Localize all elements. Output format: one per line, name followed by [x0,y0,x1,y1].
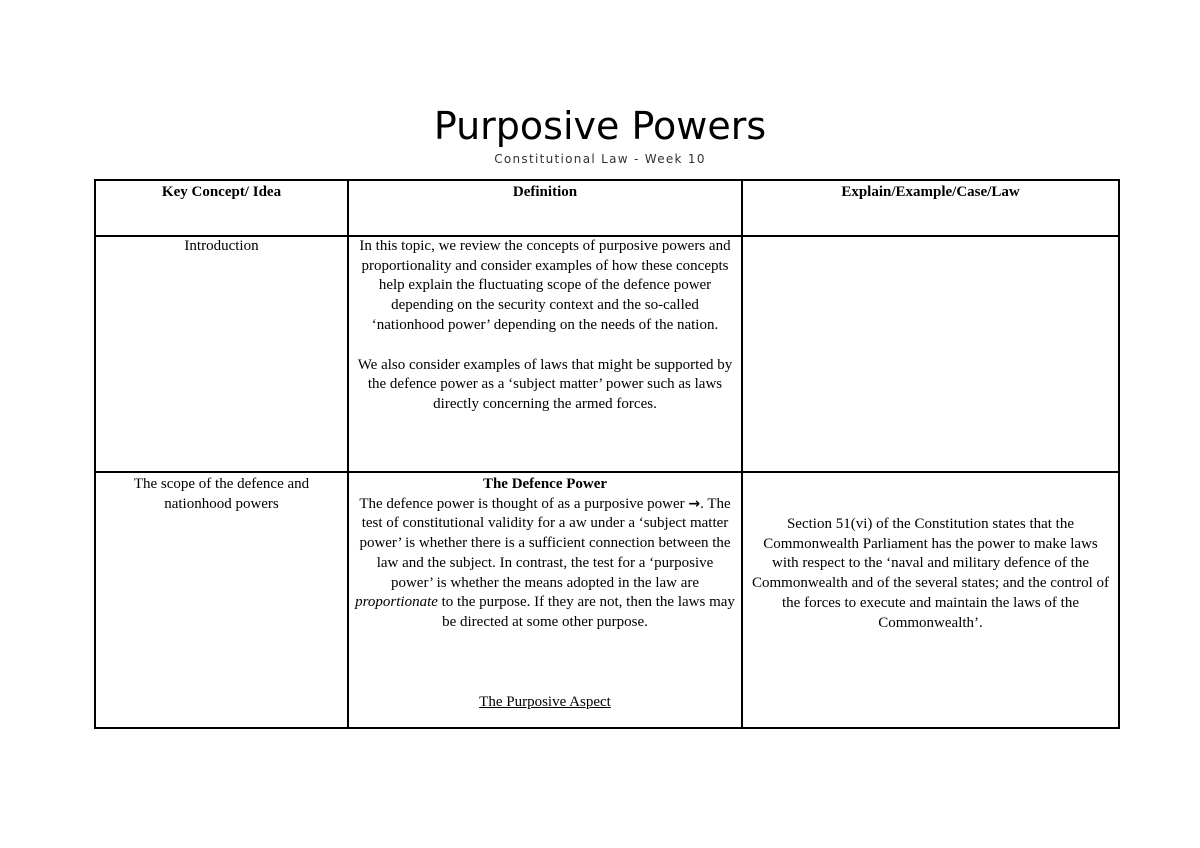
concept-cell: The scope of the defence and nationhood powers [95,472,348,728]
emphasis-text: proportionate [355,594,438,611]
table-row [95,472,1119,728]
document-subtitle: Constitutional Law - Week 10 [494,152,706,166]
document-title: Purposive Powers [433,104,767,148]
explain-cell [742,236,1119,472]
subsection-heading: The Purposive Aspect [479,693,611,710]
definition-cell [348,472,742,728]
explain-cell [742,472,1119,728]
section-heading: The Defence Power [482,476,608,492]
definition-paragraph: The defence power is thought of as a purposive power →. The test of constitutional validity for a aw under a ‘subject matter power’ is whether there is a sufficient connection between the law and the subject. In contrast, the test for a ‘purposive power’ is whether the means adopted in the law are proportionate to the purpose. If they are not, then the laws may be directed at some other purpose. [355,495,735,630]
definition-cell [348,236,742,472]
table-header-row [95,180,1119,236]
header-definition: Definition [348,180,742,236]
header-key-concept: Key Concept/ Idea [95,180,348,236]
table-row [95,236,1119,472]
definition-paragraph: In this topic, we review the concepts of purposive powers and proportionality and consider examples of how these concepts help explain the fluctuating scope of the defence power depending on the security context and the so-called ‘nationhood power’ depending on the needs of the nation. [359,238,731,333]
explain-paragraph: Section 51(vi) of the Constitution states that the Commonwealth Parliament has the power to make laws with respect to the ‘naval and military defence of the Commonwealth and of the several states; and the control of the forces to execute and maintain the laws of the Commonwealth’. [752,516,1109,631]
header-explain: Explain/Example/Case/Law [742,180,1119,236]
notes-table [94,179,1120,729]
right-arrow-icon: → [688,495,701,512]
concept-cell: Introduction [95,236,348,472]
definition-paragraph: We also consider examples of laws that might be supported by the defence power as a ‘subject matter’ power such as laws directly concerning the armed forces. [357,356,733,412]
